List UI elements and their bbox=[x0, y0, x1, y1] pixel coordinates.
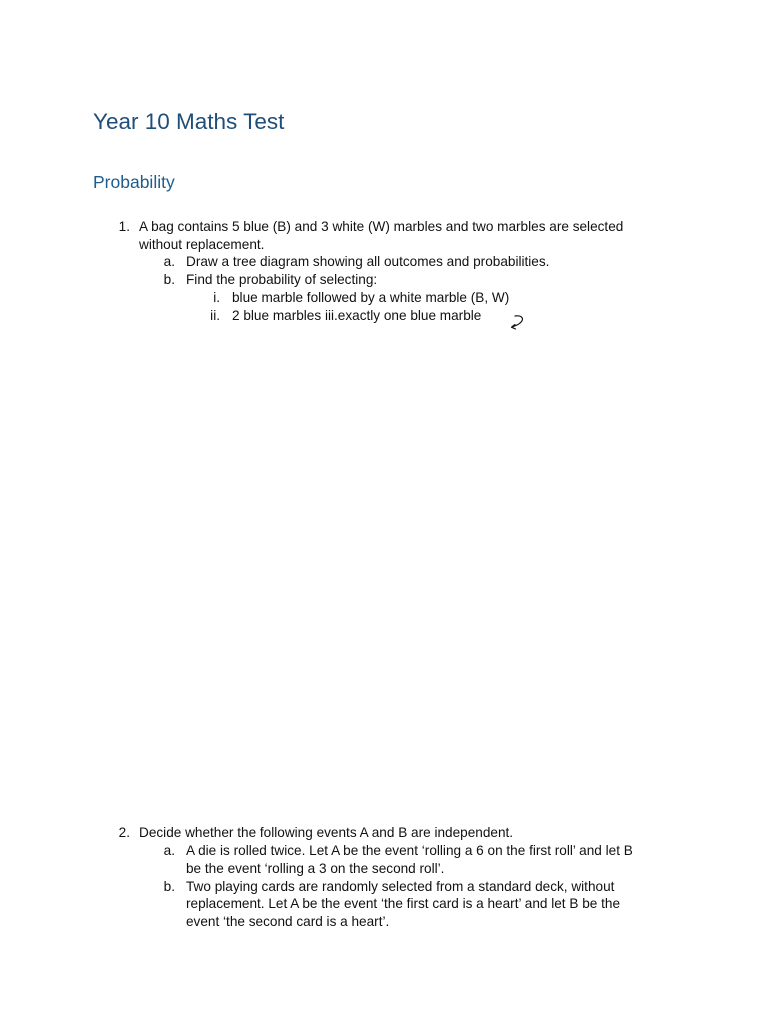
question-number: 1. bbox=[118, 219, 130, 234]
question-text: Decide whether the following events A and B are independent. bbox=[139, 825, 514, 840]
sub-question-text: A die is rolled twice. Let A be the event ‘rolling a 6 on the first roll’ and let B bbox=[186, 843, 633, 858]
sub-question-marker: a. bbox=[163, 843, 175, 858]
question-text: without replacement. bbox=[139, 237, 265, 252]
roman-item-text: 2 blue marbles iii.exactly one blue marble bbox=[232, 308, 482, 323]
roman-item-text: blue marble followed by a white marble (B, W) bbox=[232, 290, 510, 305]
document-title: Year 10 Maths Test bbox=[93, 109, 285, 134]
question-number: 2. bbox=[118, 825, 130, 840]
sub-question-text: Find the probability of selecting: bbox=[186, 272, 378, 287]
sub-question-text: replacement. Let A be the event ‘the first card is a heart’ and let B be the bbox=[186, 896, 621, 911]
section-heading: Probability bbox=[93, 172, 175, 192]
sub-question-text: be the event ‘rolling a 3 on the second roll’. bbox=[186, 861, 445, 876]
roman-marker: i. bbox=[213, 290, 220, 305]
sub-question-text: Draw a tree diagram showing all outcomes and probabilities. bbox=[186, 254, 550, 269]
sub-question-marker: a. bbox=[163, 254, 175, 269]
sub-question-text: event ‘the second card is a heart’. bbox=[186, 914, 390, 929]
sub-question-text: Two playing cards are randomly selected from a standard deck, without bbox=[186, 879, 615, 894]
roman-marker: ii. bbox=[210, 308, 220, 323]
sub-question-marker: b. bbox=[163, 272, 175, 287]
return-arrow-icon bbox=[508, 314, 528, 332]
sub-question-marker: b. bbox=[163, 879, 175, 894]
question-text: A bag contains 5 blue (B) and 3 white (W) marbles and two marbles are selected bbox=[139, 219, 624, 234]
